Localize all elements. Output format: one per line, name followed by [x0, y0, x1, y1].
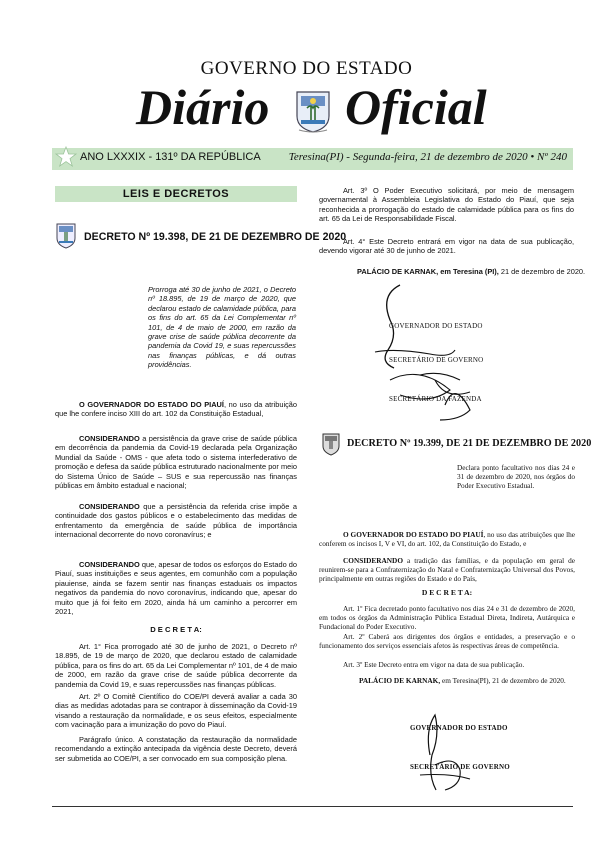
decree-2-intro-bold: O GOVERNADOR DO ESTADO DO PIAUÍ [343, 530, 484, 539]
considerando-text: que, apesar de todos os esforços do Estado do Piauí, suas instituições e seus agentes, em comunhão com a população piauiense, ainda se fazem sentir nas finanças estaduais os impactos negativos da pandemia do novo coronavírus, indicando que, apesar do muito que já foi feito em 2020, ainda há um caminho a percorrer em 2021, [55, 560, 297, 617]
decree-1-paragrafo: Parágrafo único. A constatação da restauração da normalidade recomendando a extinção antecipada da vigência deste Decreto, deverá ser submetida ao COE/PI, a ser convocado em sua composição plena. [55, 735, 297, 763]
considerando-label: CONSIDERANDO [343, 556, 404, 565]
considerando-label: CONSIDERANDO [79, 560, 140, 569]
masthead-title-oficial: Oficial [345, 79, 487, 135]
decree-2-title: DECRETO Nº 19.399, DE 21 DE DEZEMBRO DE 2020 [347, 438, 592, 449]
piaui-coat-of-arms-icon [55, 221, 77, 249]
decree-1-signature-sec-governo: SECRETÁRIO DE GOVERNO [389, 356, 484, 364]
decree-2-decreta: D E C R E T A: [421, 588, 473, 597]
considerando-label: CONSIDERANDO [79, 434, 140, 443]
decree-1-art-3: Art. 3º O Poder Executivo solicitará, por meio de mensagem governamental à Assembleia Legislativa do Estado do Piauí, que seja reconhecida a prorrogação do estado de calamidade pública para os fins do art. 65 da Lei de Responsabilidade Fiscal. [319, 186, 574, 224]
signature-mark [360, 280, 500, 430]
considerando-text: que a persistência da referida crise impõe a continuidade dos gastos públicos e o estabelecimento das medidas de enfrentamento da emergência de saúde pública de importância internacional decorrente do novo coronavírus; e [55, 502, 297, 540]
decree-2-art-1: Art. 1º Fica decretado ponto facultativo nos dias 24 e 31 de dezembro de 2020, em todos os órgãos da Administração Pública Estadual Direta, Indireta, Autárquica e Fundacional do Poder Executivo. [319, 604, 575, 631]
considerando-label: CONSIDERANDO [79, 502, 140, 511]
decree-1-art-4: Art. 4° Este Decreto entrará em vigor na data de sua publicação, devendo vigorar até 30 de junho de 2021. [319, 237, 574, 256]
decree-2-intro-rest: , no uso das atribuições que lhe conferem os incisos I, V e VI, do art. 102, da Constituição do Estado, e [319, 530, 575, 548]
decree-1-considerando-1 [55, 434, 297, 490]
decree-1-decreta: D E C R E T A: [150, 625, 202, 634]
decree-1-title: DECRETO Nº 19.398, DE 21 DE DEZEMBRO DE 2020 [84, 231, 347, 243]
place-rest: em Teresina(PI), 21 de dezembro de 2020. [440, 676, 566, 685]
decree-2-art-2: Art. 2º Caberá aos dirigentes dos órgãos e entidades, a preservação e o funcionamento dos serviços essenciais afetos às respectivas áreas de competência. [319, 632, 575, 650]
piaui-coat-of-arms-icon [321, 432, 341, 456]
edition-date: Teresina(PI) - Segunda-feira, 21 de dezembro de 2020 • Nº 240 [288, 151, 567, 163]
edition-year: ANO LXXXIX - 131º DA REPÚBLICA [80, 151, 261, 163]
decree-1-signature-governor: GOVERNADOR DO ESTADO [389, 322, 483, 330]
section-title: LEIS E DECRETOS [55, 186, 297, 202]
decree-2-intro [319, 530, 575, 548]
signature-mark [400, 695, 520, 805]
decree-2-art-3: Art. 3º Este Decreto entra em vigor na data de sua publicação. [343, 660, 525, 669]
decree-2-considerando [319, 556, 575, 583]
place-bold: PALÁCIO DE KARNAK, em Teresina (PI), [357, 267, 499, 276]
masthead-government: GOVERNO DO ESTADO [200, 58, 413, 79]
decree-1-signature-sec-fazenda: SECRETÁRIO DA FAZENDA [389, 395, 482, 403]
decree-1-place-date [357, 267, 587, 276]
decree-1-art-2: Art. 2º O Comitê Científico do COE/PI deverá avaliar a cada 30 dias as medidas adotadas para se contrapor à disseminação da Covid-19 visando a restauração da normalidade, e os seus efeitos, especialmente com vacinação para a imunização do povo do Piauí. [55, 692, 297, 730]
decree-1-intro-bold: O GOVERNADOR DO ESTADO DO PIAUÍ [79, 400, 224, 409]
star-icon [55, 146, 77, 168]
footer-divider [52, 806, 573, 807]
decree-2-summary: Declara ponto facultativo nos dias 24 e 31 de dezembro de 2020, nos órgãos do Poder Executivo Estadual. [457, 463, 575, 490]
masthead-title-diario: Diário [136, 79, 270, 135]
decree-2-signature-governor: GOVERNADOR DO ESTADO [410, 724, 508, 732]
considerando-text: a tradição das famílias, e da população em geral de reunirem-se para a Confraternização do Natal e Confraternização Universal dos Povos, principalmente em outras regiões do Estado e do País, [319, 556, 575, 583]
decree-1-considerando-3 [55, 560, 297, 616]
piaui-coat-of-arms-icon [293, 86, 333, 134]
decree-1-summary: Prorroga até 30 de junho de 2021, o Decreto nº 18.895, de 19 de março de 2020, que declarou estado de calamidade pública, para os fins do art. 65 da Lei Complementar nº 101, de 4 de maio de 2000, em razão da grave crise de saúde pública decorrente da pandemia da Covid 19, e suas repercussões nas finanças públicas, e dá outras providências. [148, 285, 296, 370]
decree-2-place-date [359, 676, 579, 685]
decree-1-intro-rest: , no uso da atribuição que lhe confere inciso XIII do art. 102 da Constituição Estadual, [55, 400, 298, 419]
decree-1-art-1: Art. 1° Fica prorrogado até 30 de junho de 2021, o Decreto nº 18.895, de 19 de março de 2020, que declarou estado de calamidade pública, para os fins do art. 65 da Lei Complementar nº 101, de 4 de maio de 2000, em razão da grave crise de saúde pública decorrente da pandemia da Covid 19, e suas repercussões nas finanças públicas. [55, 642, 297, 689]
place-bold: PALÁCIO DE KARNAK, [359, 676, 441, 685]
decree-2-signature-sec-governo: SECRETÁRIO DE GOVERNO [410, 763, 510, 771]
decree-1-intro [55, 400, 297, 419]
place-rest: 21 de dezembro de 2020. [498, 267, 586, 276]
considerando-text: a persistência da grave crise de saúde pública em decorrência da pandemia da Covid-19 declarada pela Organização Mundial da Saúde - OMS - que afeta todo o sistema interfederativo de promoção e defesa da saúde pública estruturado nacionalmente por meio do Sistema Único de Saúde – SUS e sua repercussão nas finanças públicas em âmbito estadual e nacional; [55, 434, 297, 491]
decree-1-considerando-2 [55, 502, 297, 540]
